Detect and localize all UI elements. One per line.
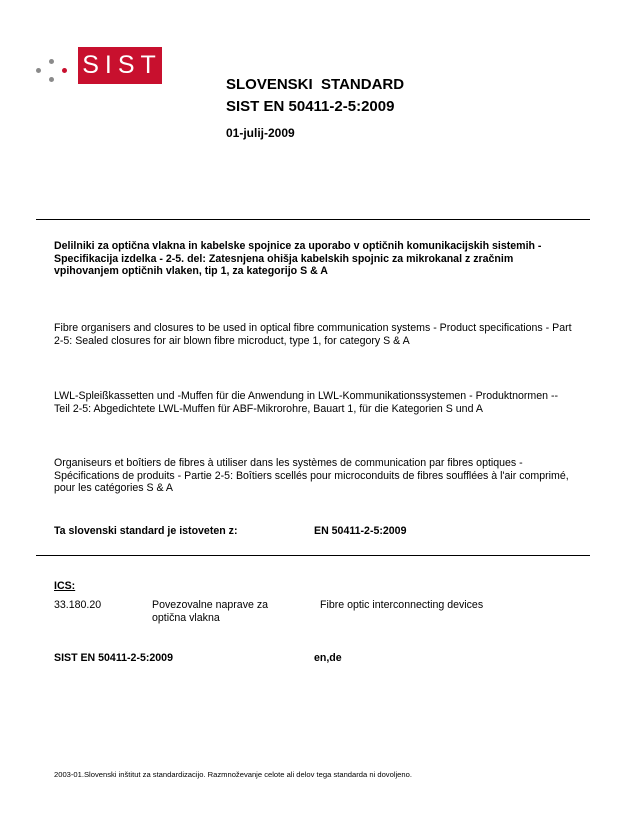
ics-description-slovenian: Povezovalne naprave za optična vlakna — [152, 599, 269, 624]
logo-dot-left — [36, 68, 41, 73]
title-french: Organiseurs et boîtiers de fibres à utiliser dans les systèmes de communication par fibres optiques - Spécifications de produits - Partie 2-5: Boîtiers scellés pour microconduits de fibres soufflées à l'air comprimé, pour les catégories S & A — [54, 457, 569, 495]
logo-dot-bottom — [49, 77, 54, 82]
ics-description-english: Fibre optic interconnecting devices — [320, 599, 484, 611]
sist-logo — [78, 47, 162, 84]
equivalence-value: EN 50411-2-5:2009 — [314, 525, 407, 537]
ics-code: 33.180.20 — [54, 599, 102, 611]
standard-date: 01-julij-2009 — [226, 126, 295, 140]
reference-languages: en,de — [314, 652, 342, 664]
logo-dot-right — [62, 68, 67, 73]
logo-dot-top — [49, 59, 54, 64]
top-divider — [36, 219, 590, 220]
middle-divider — [36, 555, 590, 556]
title-slovenian: Delilniki za optična vlakna in kabelske spojnice za uporabo v optičnih komunikacijskih sistemih - Specifikacija izdelka - 2-5. del: Zatesnjena ohišja kabelskih spojnic za mikrokanal z zračnim vpihovanjem optičnih vlaken, tip 1, za kategorijo S & A — [54, 240, 542, 278]
sist-logo-text: SIST — [82, 51, 162, 79]
copyright-footer: 2003-01.Slovenski inštitut za standardizacijo. Razmnoževanje celote ali delov tega standarda ni dovoljeno. — [54, 770, 412, 779]
standard-code: SIST EN 50411-2-5:2009 — [226, 98, 395, 115]
sist-logo-dots — [36, 55, 76, 85]
standard-type-title: SLOVENSKI STANDARD — [226, 76, 405, 93]
reference-code: SIST EN 50411-2-5:2009 — [54, 652, 173, 664]
title-german: LWL-Spleißkassetten und -Muffen für die Anwendung in LWL-Kommunikationssystemen - Produktnormen -- Teil 2-5: Abgedichtete LWL-Muffen für ABF-Mikrorohre, Bauart 1, für die Kategorien S und A — [54, 390, 559, 415]
ics-label: ICS: — [54, 580, 76, 592]
title-english: Fibre organisers and closures to be used in optical fibre communication systems - Product specifications - Part 2-5: Sealed closures for air blown fibre microduct, type 1, for category S & A — [54, 322, 572, 347]
equivalence-label: Ta slovenski standard je istoveten z: — [54, 525, 238, 537]
